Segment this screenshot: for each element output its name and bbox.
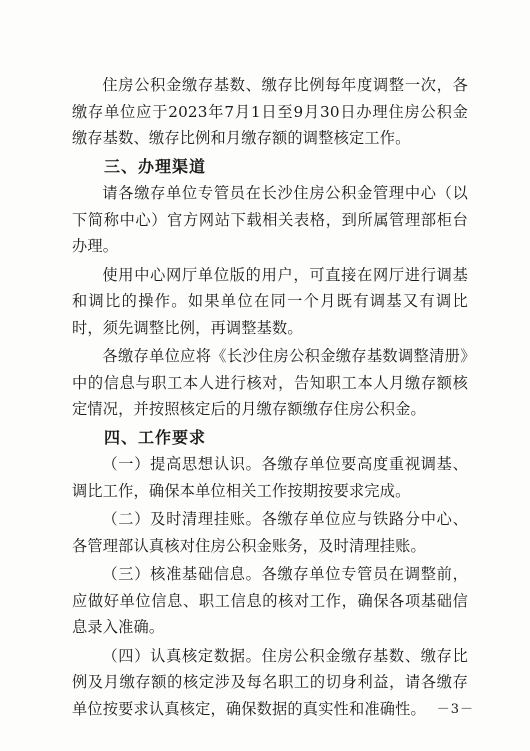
paragraph-requirement-3: （三）核准基础信息。各缴存单位专管员在调整前，应做好单位信息、职工信息的核对工作，确保各项基础信息录入准确。	[72, 565, 468, 636]
page-number: －3－	[436, 702, 474, 717]
paragraph-download-forms: 请各缴存单位专管员在长沙住房公积金管理中心（以下简称中心）官方网站下载相关表格，到所属管理部柜台办理。	[72, 184, 468, 255]
paragraph-requirement-4: （四）认真核定数据。住房公积金缴存基数、缴存比例及月缴存额的核定涉及每名职工的切身利益，请各缴存单位按要求认真核定，确保数据的真实性和准确性。	[72, 646, 468, 718]
document-body	[72, 72, 468, 722]
section-heading-requirements: 四、工作要求	[104, 427, 207, 447]
paragraph-requirement-2: （二）及时清理挂账。各缴存单位应与铁路分中心、各管理部认真核对住房公积金账务，及时清理挂账。	[72, 510, 468, 555]
paragraph-online-hall: 使用中心网厅单位版的用户，可直接在网厅进行调基和调比的操作。如果单位在同一个月既有调基又有调比时，须先调整比例，再调整基数。	[72, 265, 468, 337]
paragraph-adjustment-period: 住房公积金缴存基数、缴存比例每年度调整一次，各缴存单位应于2023年7月1日至9月30日办理住房公积金缴存基数、缴存比例和月缴存额的调整核定工作。	[72, 76, 468, 147]
paragraph-verify-roster: 各缴存单位应将《长沙住房公积金缴存基数调整清册》中的信息与职工本人进行核对，告知职工本人月缴存额核定情况，并按照核定后的月缴存额缴存住房公积金。	[72, 347, 468, 418]
paragraph-requirement-1: （一）提高思想认识。各缴存单位要高度重视调基、调比工作，确保本单位相关工作按期按要求完成。	[72, 455, 468, 500]
section-heading-channels: 三、办理渠道	[104, 156, 207, 176]
